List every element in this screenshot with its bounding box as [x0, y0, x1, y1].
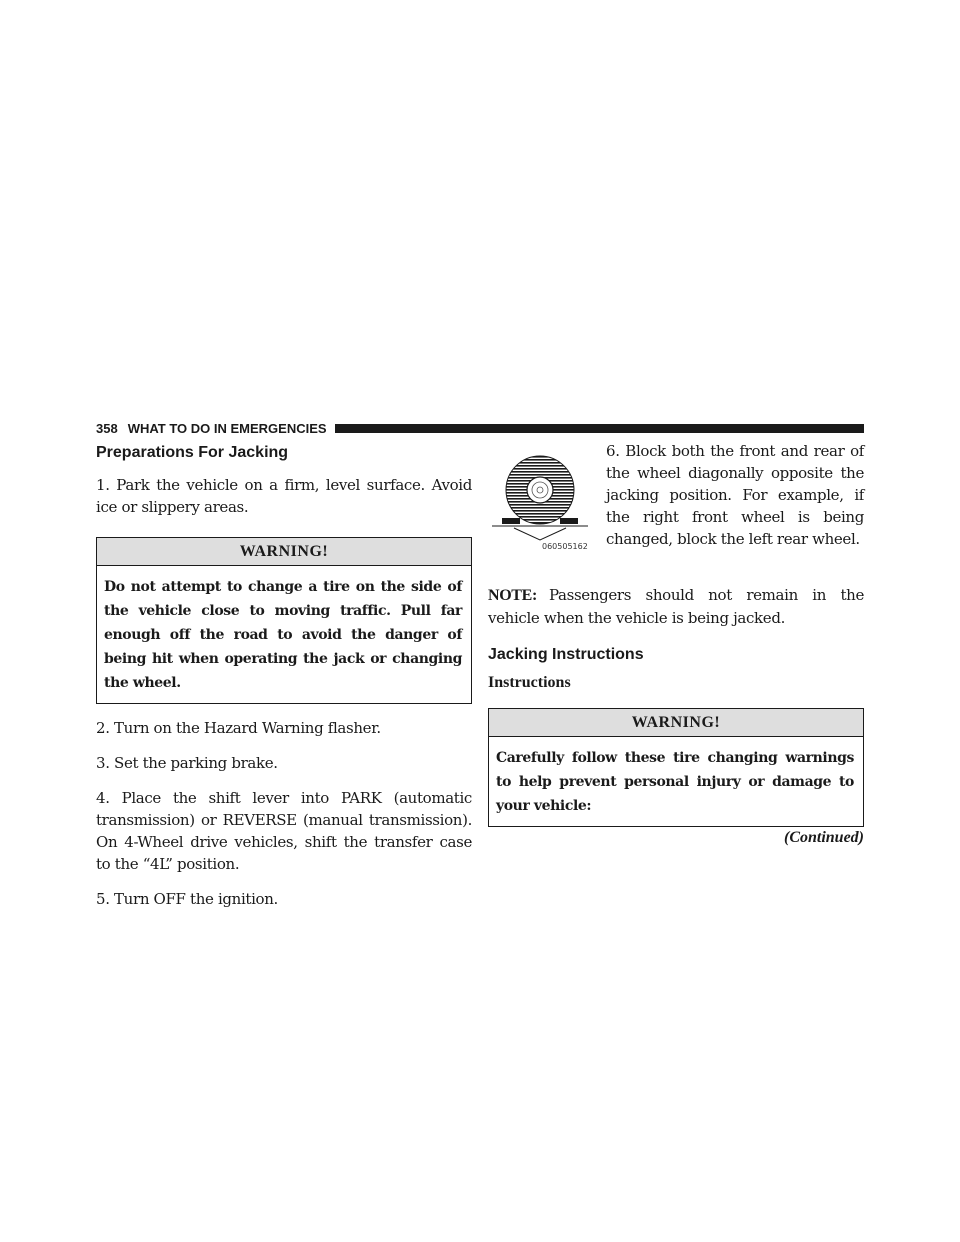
warning-body: Carefully follow these tire changing warnings to help prevent personal injury or damage to your vehicle: [496, 750, 854, 814]
left-column [96, 444, 472, 910]
header-rule [335, 424, 864, 433]
note-label: NOTE: [488, 587, 537, 604]
step-5: 5. Turn OFF the ignition. [96, 890, 278, 908]
warning-body: Do not attempt to change a tire on the side of the vehicle close to moving traffic. Pull far enough off the road to avoid the danger of being hit when operating the jack or changing the wheel. [104, 579, 462, 691]
step-6: 6. Block both the front and rear of the wheel diagonally opposite the jacking position. For example, if the right front wheel is being changed, block the left rear wheel. [606, 442, 864, 548]
page-number: 358 [96, 420, 118, 436]
warning-box-right [488, 708, 864, 827]
step-2: 2. Turn on the Hazard Warning flasher. [96, 719, 381, 737]
continued-label: (Continued) [783, 829, 864, 846]
figure-code: 060505162 [542, 542, 588, 551]
step-6-block [488, 444, 864, 564]
step-3: 3. Set the parking brake. [96, 754, 278, 772]
section-title: WHAT TO DO IN EMERGENCIES [127, 420, 327, 436]
subheading-instructions: Instructions [488, 674, 571, 691]
right-column [488, 444, 864, 847]
heading-preparations: Preparations For Jacking [96, 444, 289, 461]
step-4: 4. Place the shift lever into PARK (automatic transmission) or REVERSE (manual transmission). On 4-Wheel drive vehicles, shift the transfer case to the “4L” position. [96, 789, 472, 873]
wheel-chock-illustration [488, 444, 598, 564]
note-text: Passengers should not remain in the vehicle when the vehicle is being jacked. [488, 586, 864, 627]
step-1: 1. Park the vehicle on a firm, level surface. Avoid ice or slippery areas. [96, 476, 472, 516]
note [488, 584, 864, 629]
heading-jacking-instructions: Jacking Instructions [488, 646, 644, 663]
warning-title: WARNING! [489, 709, 863, 737]
step-6-text-wrap [606, 440, 864, 564]
page-header [96, 418, 864, 438]
warning-box-left [96, 537, 472, 704]
warning-title: WARNING! [97, 538, 471, 566]
